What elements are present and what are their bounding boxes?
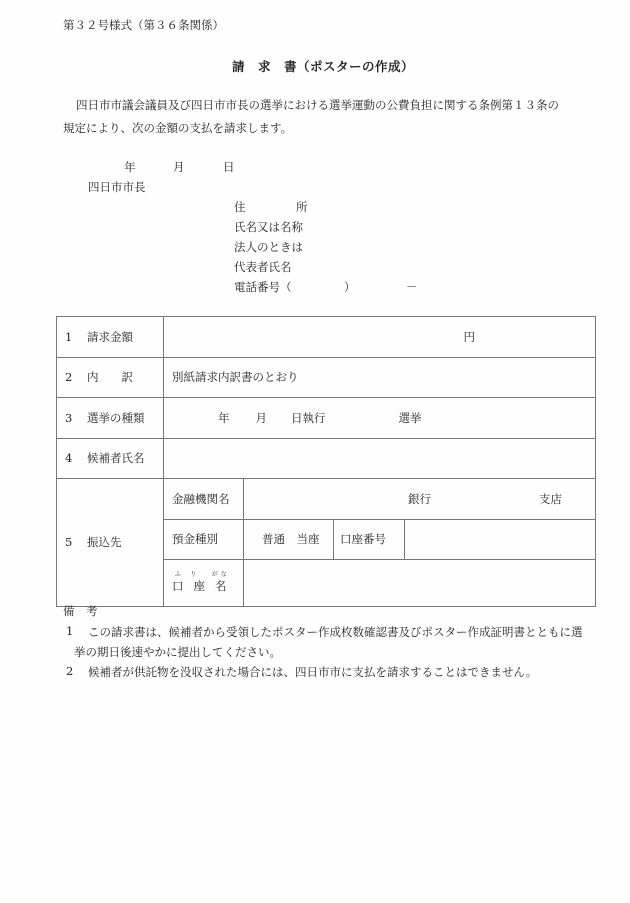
election-year-label: 年 <box>218 410 230 425</box>
bank-field[interactable] <box>244 479 596 520</box>
intro-line-2: 規定により、次の金額の支払を請求します。 <box>63 121 293 135</box>
note-2-number: 2 <box>66 664 74 678</box>
date-year-label: 年 <box>124 160 136 174</box>
table-row-bank <box>57 479 596 520</box>
intro-line-1: 四日市市議会議員及び四日市市長の選挙における選挙運動の公費負担に関する条例第１３条の <box>76 98 559 112</box>
amount-field[interactable] <box>164 317 596 358</box>
account-name-label: ふ 口 り 座 が な 名 <box>164 560 244 607</box>
date-day-label: 日 <box>223 160 235 174</box>
claim-table <box>56 316 596 607</box>
row-label-election-type: 3 選挙の種類 <box>57 398 164 439</box>
deposit-type-options[interactable]: 普通 当座 <box>244 519 334 560</box>
table-row-amount <box>57 317 596 358</box>
addressee: 四日市市長 <box>88 180 146 194</box>
table-row-election-type <box>57 398 596 439</box>
bank-suffix: 銀行 <box>408 491 431 506</box>
bank-label: 金融機関名 <box>164 479 244 520</box>
representative-label: 代表者氏名 <box>234 260 292 274</box>
account-number-field[interactable] <box>405 519 596 560</box>
notes-heading: 備 考 <box>63 604 98 618</box>
deposit-type-label: 預金種別 <box>164 519 244 560</box>
address-label-1: 住 <box>234 200 246 214</box>
name-label: 氏名又は名称 <box>234 220 303 234</box>
yen-suffix: 円 <box>463 329 475 344</box>
election-month-label: 月 <box>255 410 267 425</box>
address-label-2: 所 <box>296 200 308 214</box>
row-label-candidate: 4 候補者氏名 <box>57 438 164 479</box>
candidate-name-field[interactable] <box>164 438 596 479</box>
election-type-field[interactable] <box>164 398 596 439</box>
branch-suffix: 支店 <box>539 491 562 506</box>
phone-label: 電話番号（ <box>234 280 292 294</box>
account-name-field[interactable] <box>244 560 596 607</box>
page-title: 請 求 書（ポスターの作成） <box>232 59 415 74</box>
table-row-breakdown <box>57 357 596 398</box>
breakdown-field: 別紙請求内訳書のとおり <box>164 357 596 398</box>
account-number-label: 口座番号 <box>334 519 405 560</box>
phone-paren-close: ） <box>344 280 356 294</box>
phone-dash: － <box>406 280 418 294</box>
note-1-number: 1 <box>66 624 74 638</box>
form-number: 第３２号様式（第３６条関係） <box>63 18 224 32</box>
note-2-line-1: 候補者が供託物を没収された場合には、四日市市に支払を請求することはできません。 <box>88 665 538 679</box>
note-1-line-2: 挙の期日後速やかに提出してください。 <box>74 645 281 659</box>
table-row-candidate <box>57 438 596 479</box>
election-day-label: 日執行 <box>291 410 326 425</box>
row-label-transfer: 5 振込先 <box>57 479 164 607</box>
row-label-amount: 1 請求金額 <box>57 317 164 358</box>
election-suffix: 選挙 <box>398 410 422 425</box>
row-label-breakdown: 2 内 訳 <box>57 357 164 398</box>
corporate-label: 法人のときは <box>234 240 303 254</box>
note-1-line-1: この請求書は、候補者から受領したポスター作成枚数確認書及びポスター作成証明書とともに選 <box>88 625 583 639</box>
date-month-label: 月 <box>173 160 185 174</box>
